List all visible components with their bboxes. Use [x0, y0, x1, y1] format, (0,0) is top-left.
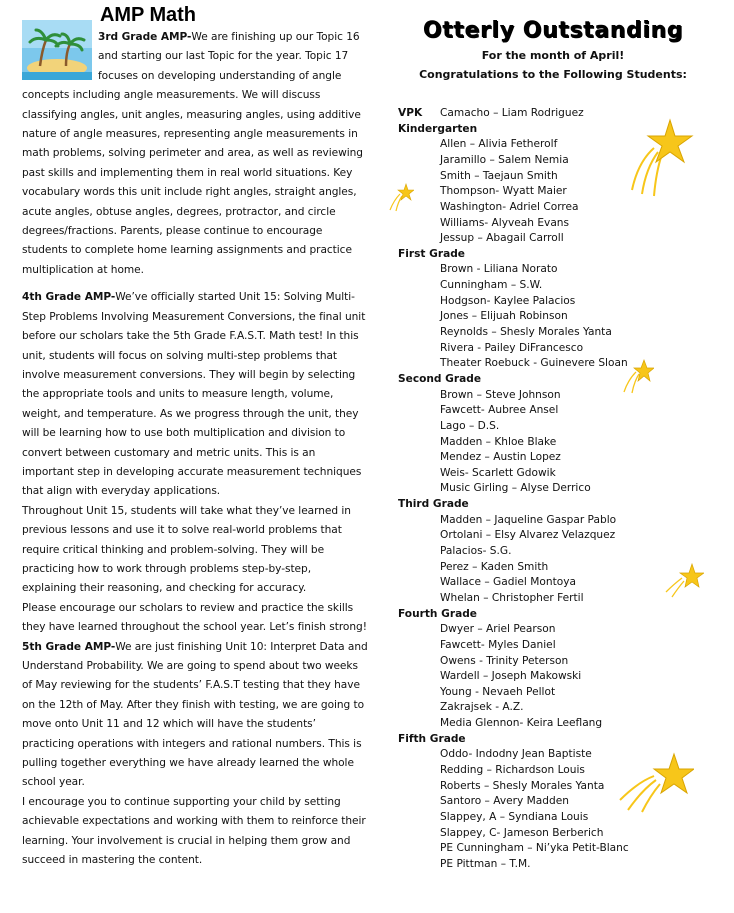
student-name: Theater Roebuck - Guinevere Sloan — [440, 357, 628, 370]
second-grade-list — [398, 388, 734, 497]
student-name: Palacios- S.G. — [440, 545, 512, 557]
grade4-paragraph-3: Please encourage our scholars to review and practice the skills they have learned throughout the school year. Let’s finish strong! — [22, 601, 367, 634]
amp-math-title: AMP Math — [100, 4, 196, 26]
grade5-lead: 5th Grade AMP- — [22, 640, 116, 653]
shooting-star-icon — [664, 562, 704, 598]
student-name: Perez – Kaden Smith — [440, 560, 549, 573]
student-name: Reynolds – Shesly Morales Yanta — [440, 326, 612, 338]
month-line: For the month of April! — [481, 49, 625, 62]
student-name: Fawcett- Myles Daniel — [440, 638, 556, 651]
student-name: Ortolani – Elsy Alvarez Velazquez — [440, 529, 616, 542]
section-title-first-grade: First Grade — [398, 247, 465, 260]
student-name: Jaramillo – Salem Nemia — [440, 153, 569, 166]
grade5-text: We are just finishing Unit 10: Interpret Data and Understand Probability. We are going to spend about two weeks of May reviewing for the students’ F.A.S.T testing that they have on the 12th of May. After they finish with testing, we are going to move onto Unit 11 and 12 which will have the students’ practicing operations with integers and rational numbers. This is pulling together everything we have already learned the whole school year. — [22, 640, 368, 789]
student-name: Santoro – Avery Madden — [440, 795, 569, 808]
tropical-island-icon — [22, 20, 92, 80]
student-name: Jones – Elijuah Robinson — [440, 310, 568, 323]
student-name: Slappey, A – Syndiana Louis — [440, 810, 589, 823]
shooting-star-icon — [614, 752, 694, 814]
first-grade-list — [398, 262, 734, 371]
fourth-grade-list — [398, 622, 734, 731]
student-name: Wallace – Gadiel Montoya — [440, 576, 576, 589]
grade5-paragraph-2: I encourage you to continue supporting your child by setting achievable expectations and working with them to reinforce their learning. Your involvement is crucial in helping them grow and succeed in mastering the content. — [22, 795, 366, 867]
student-name: Young - Nevaeh Pellot — [440, 685, 556, 698]
student-name: Smith – Taejaun Smith — [440, 169, 558, 182]
student-name: PE Pittman – T.M. — [440, 857, 531, 870]
student-name: Jessup – Abagail Carroll — [440, 232, 564, 245]
student-name: Brown - Liliana Norato — [440, 263, 558, 276]
student-name: PE Cunningham – Ni’yka Petit-Blanc — [440, 842, 629, 855]
section-title-second-grade: Second Grade — [398, 372, 482, 385]
grade3-text: We are finishing up our Topic 16 and starting our last Topic for the year. Topic 17 focuses on developing understanding of angle concepts including angle measurements. We will discuss classifying angles, unit angles, measuring angles, using additive nature of angle measures, representing angle measurements in math problems, solving perimeter and area, as well as reviewing past skills and implementing them in real world situations. Key vocabulary words this unit include right angles, straight angles, acute angles, obtuse angles, degrees, protractor, and circle degrees/fractions. Parents, please continue to encourage students to complete home learning assignments and practice multiplication at home. — [22, 31, 363, 276]
shooting-star-icon — [620, 358, 654, 394]
student-name: Cunningham – S.W. — [440, 279, 543, 292]
grade4-paragraph — [22, 288, 368, 501]
student-name: Dwyer – Ariel Pearson — [440, 623, 556, 636]
student-name: Media Glennon- Keira Leeflang — [440, 717, 603, 730]
grade4-text: We’ve officially started Unit 15: Solving Multi-Step Problems Involving Measurement Conversions, the final unit before our scholars take the 5th Grade F.A.S.T. Math test! In this unit, students will focus on solving multi-step problems that involve measurement conversions. They will begin by selecting the appropriate tools and units to measure length, volume, weight, and temperature. As we progress through the unit, they will be learning how to use both multiplication and division to convert between customary and metric units. This is an important step in developing accurate measurement techniques that align with everyday applications. — [22, 291, 366, 498]
student-name: Roberts – Shesly Morales Yanta — [440, 779, 605, 792]
shooting-star-icon — [618, 118, 694, 198]
student-name: Williams- Alyveah Evans — [440, 216, 570, 229]
student-name: Brown – Steve Johnson — [440, 388, 561, 401]
section-title-kindergarten: Kindergarten — [398, 122, 478, 135]
student-name: Wardell – Joseph Makowski — [440, 670, 582, 683]
amp-math-column — [22, 0, 368, 870]
student-name: Rivera - Pailey DiFrancesco — [440, 341, 584, 354]
congrats-line: Congratulations to the Following Students: — [419, 68, 687, 81]
grade5-paragraph — [22, 638, 368, 793]
shooting-star-icon — [386, 182, 414, 212]
section-title-fifth-grade: Fifth Grade — [398, 732, 466, 745]
grade3-lead: 3rd Grade AMP- — [98, 31, 192, 43]
grade4-paragraph-2: Throughout Unit 15, students will take what they’ve learned in previous lessons and use it to solve real-world problems that require critical thinking and problem-solving. They will be practicing how to work through problems step-by-step, explaining their reasoning, and checking for accuracy. — [22, 504, 351, 595]
student-name: Hodgson- Kaylee Palacios — [440, 294, 576, 307]
student-name: Slappey, C- Jameson Berberich — [440, 826, 604, 839]
student-name: Redding – Richardson Louis — [440, 764, 585, 776]
student-name: Lago – D.S. — [440, 419, 500, 432]
section-title-third-grade: Third Grade — [398, 498, 469, 511]
student-name: Thompson- Wyatt Maier — [440, 185, 567, 198]
student-name: Madden – Jaqueline Gaspar Pablo — [440, 513, 617, 526]
student-name: Madden – Khloe Blake — [440, 435, 557, 448]
student-name: Whelan – Christopher Fertil — [440, 591, 584, 604]
student-name: Oddo- Indodny Jean Baptiste — [440, 748, 592, 761]
student-name: Washington- Adriel Correa — [440, 200, 579, 213]
student-name: Zakrajsek - A.Z. — [440, 701, 524, 714]
section-title-vpk: VPK — [398, 107, 423, 119]
student-name: Music Girling – Alyse Derrico — [440, 482, 591, 495]
otterly-title: Otterly Outstanding — [422, 18, 684, 43]
student-name: Camacho – Liam Rodriguez — [440, 107, 584, 119]
student-name: Fawcett- Aubree Ansel — [440, 404, 559, 417]
student-name: Owens - Trinity Peterson — [440, 654, 569, 667]
student-name: Weis- Scarlett Gdowik — [440, 466, 556, 479]
grade4-lead: 4th Grade AMP- — [22, 291, 116, 304]
section-title-fourth-grade: Fourth Grade — [398, 607, 477, 620]
student-name: Mendez – Austin Lopez — [440, 451, 561, 464]
student-name: Allen – Alivia Fetherolf — [440, 138, 558, 151]
